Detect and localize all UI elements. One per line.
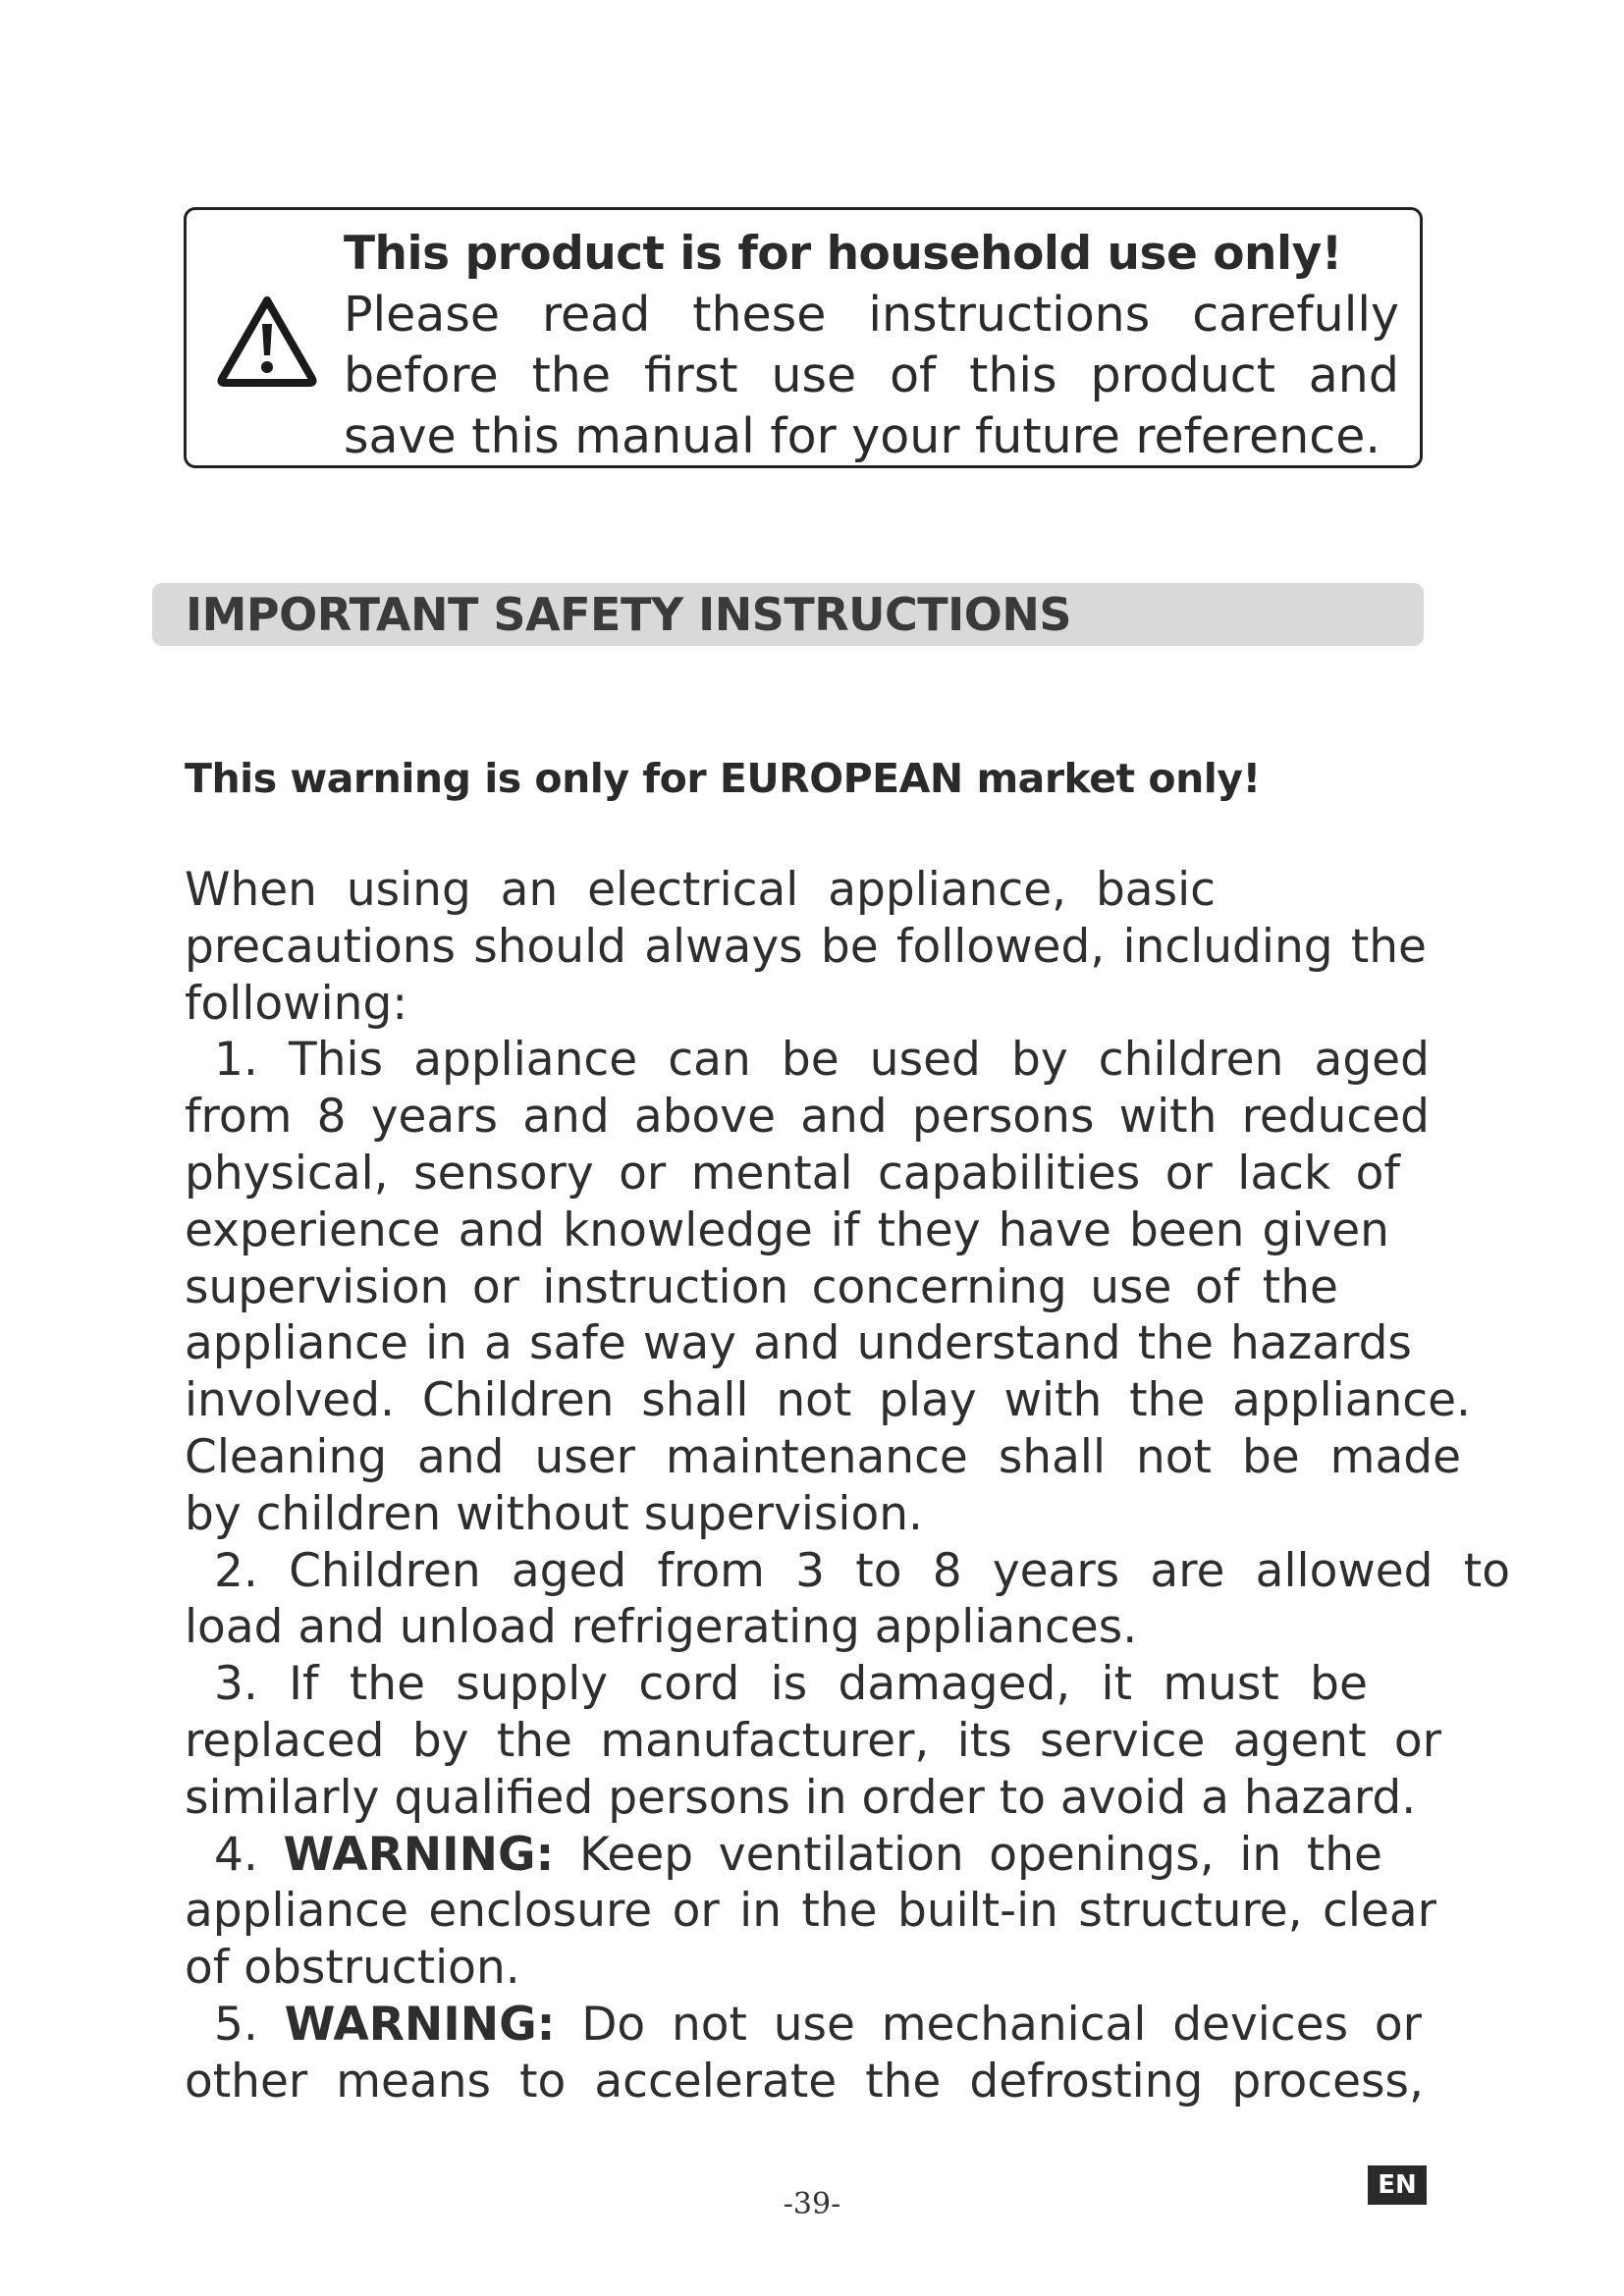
- word: have: [998, 1202, 1111, 1257]
- word: 8: [316, 1090, 347, 1145]
- word: concerning: [811, 1259, 1067, 1314]
- word: physical,: [185, 1146, 389, 1201]
- word: structure,: [1078, 1884, 1303, 1939]
- item-5-line: [185, 2054, 1424, 2110]
- word: shall: [998, 1429, 1107, 1484]
- word: to: [519, 2054, 567, 2109]
- word: mechanical: [881, 1997, 1147, 2052]
- word: the: [865, 2054, 942, 2109]
- item-1-line: [185, 1372, 1471, 1429]
- word: years: [992, 1543, 1120, 1598]
- word: capabilities: [878, 1146, 1141, 1201]
- word: to: [855, 1543, 902, 1598]
- warning-label: WARNING:: [283, 1827, 555, 1882]
- word: a: [484, 1316, 513, 1371]
- word: in: [739, 1884, 782, 1939]
- word: and: [800, 1090, 888, 1145]
- word: the: [1129, 1373, 1206, 1428]
- word: instructions: [868, 287, 1151, 343]
- word: of: [1194, 1259, 1240, 1314]
- word: be: [1310, 1657, 1368, 1712]
- word: defrosting: [969, 2054, 1204, 2109]
- section-heading: IMPORTANT SAFETY INSTRUCTIONS: [186, 588, 1072, 641]
- notice-line: [344, 285, 1399, 346]
- word: 5.: [214, 1997, 258, 2052]
- word: and: [522, 1090, 610, 1145]
- word: involved.: [185, 1373, 395, 1428]
- word: understand: [856, 1316, 1121, 1371]
- word: above: [633, 1090, 777, 1145]
- warning-triangle-icon: [216, 294, 318, 389]
- household-notice-box: [184, 207, 1423, 468]
- word: using: [346, 863, 471, 917]
- word: used: [869, 1033, 981, 1088]
- word: this: [969, 347, 1057, 403]
- item-5-line: [185, 1997, 1422, 2054]
- word: the: [496, 1713, 572, 1768]
- word: sensory: [413, 1146, 594, 1201]
- word: its: [956, 1713, 1012, 1768]
- word: service: [1040, 1713, 1206, 1768]
- item-1-line: [185, 1089, 1430, 1146]
- word: use: [771, 347, 857, 403]
- word: an: [500, 863, 559, 917]
- notice-line: save this manual for your future reference.: [344, 408, 1380, 464]
- word: before: [344, 347, 499, 403]
- word: appliance: [185, 1884, 408, 1939]
- word: cord: [638, 1657, 740, 1712]
- word: aged: [1314, 1033, 1430, 1088]
- word: can: [668, 1033, 751, 1088]
- word: Children: [421, 1373, 615, 1428]
- word: not: [1135, 1429, 1212, 1484]
- word: 2.: [214, 1543, 258, 1598]
- word: appliance: [413, 1033, 638, 1088]
- item-3-line: [185, 1656, 1368, 1713]
- word: the: [1350, 919, 1427, 974]
- language-badge: EN: [1368, 2165, 1427, 2205]
- word: always: [644, 919, 803, 974]
- market-warning: This warning is only for EUROPEAN market only!: [185, 755, 1261, 802]
- word: 4.: [214, 1827, 258, 1882]
- word: of: [890, 347, 937, 403]
- word: clear: [1323, 1884, 1436, 1939]
- word: with: [1003, 1373, 1103, 1428]
- word: if: [830, 1202, 860, 1257]
- word: appliance: [185, 1316, 408, 1371]
- word: manufacturer,: [600, 1713, 930, 1768]
- word: maintenance: [665, 1429, 968, 1484]
- word: be: [781, 1033, 839, 1088]
- item-3-line: [185, 1713, 1441, 1770]
- word: means: [336, 2054, 492, 2109]
- word: precautions: [185, 919, 456, 974]
- word: not: [776, 1373, 852, 1428]
- word: replaced: [185, 1713, 385, 1768]
- word: be: [820, 919, 879, 974]
- word: or: [672, 1884, 720, 1939]
- word: appliance,: [828, 863, 1067, 917]
- word: and: [458, 1202, 545, 1257]
- item-1-line: [185, 1032, 1430, 1089]
- word: Do: [581, 1997, 646, 2052]
- safety-instructions-body: [185, 862, 1510, 2110]
- word: by: [411, 1713, 469, 1768]
- warning-label: WARNING:: [284, 1997, 556, 2052]
- word: not: [671, 1997, 747, 2052]
- word: or: [1164, 1146, 1213, 1201]
- word: built-in: [896, 1884, 1058, 1939]
- word: product: [1090, 347, 1275, 403]
- word: including: [1122, 919, 1333, 974]
- word: be: [1241, 1429, 1300, 1484]
- word: children: [1098, 1033, 1284, 1088]
- word: play: [879, 1373, 977, 1428]
- word: Keep: [578, 1827, 694, 1882]
- word: followed,: [895, 919, 1106, 974]
- word: lack: [1237, 1146, 1331, 1201]
- item-1-line: [185, 1146, 1400, 1202]
- word: the: [1306, 1827, 1382, 1882]
- word: or: [471, 1259, 519, 1314]
- word: the: [1137, 1316, 1214, 1371]
- word: given: [1262, 1202, 1389, 1257]
- word: carefully: [1192, 287, 1399, 343]
- word: When: [185, 863, 317, 917]
- notice-title: This product is for household use only!: [344, 227, 1342, 281]
- word: the: [1262, 1259, 1338, 1314]
- word: read: [541, 287, 651, 343]
- word: 8: [932, 1543, 962, 1598]
- word: safe: [528, 1316, 626, 1371]
- item-2-line: [185, 1543, 1510, 1600]
- item-1-line: by children without supervision.: [185, 1486, 923, 1541]
- word: openings,: [989, 1827, 1215, 1882]
- word: allowed: [1255, 1543, 1434, 1598]
- word: should: [473, 919, 626, 974]
- word: from: [657, 1543, 765, 1598]
- word: supervision: [185, 1259, 450, 1314]
- word: they: [877, 1202, 981, 1257]
- word: must: [1163, 1657, 1279, 1712]
- item-3-line: similarly qualified persons in order to avoid a hazard.: [185, 1770, 1417, 1825]
- word: the: [349, 1657, 425, 1712]
- word: persons: [911, 1090, 1095, 1145]
- word: these: [692, 287, 827, 343]
- item-1-line: [185, 1202, 1389, 1259]
- word: with: [1118, 1090, 1218, 1145]
- word: supply: [456, 1657, 609, 1712]
- word: Children: [289, 1543, 481, 1598]
- word: appliance.: [1232, 1373, 1471, 1428]
- word: by: [1010, 1033, 1068, 1088]
- word: in: [425, 1316, 467, 1371]
- word: user: [534, 1429, 635, 1484]
- word: Cleaning: [185, 1429, 388, 1484]
- intro-line: [185, 862, 1216, 919]
- word: damaged,: [838, 1657, 1071, 1712]
- word: 1.: [214, 1033, 258, 1088]
- word: of: [1355, 1146, 1400, 1201]
- word: accelerate: [594, 2054, 838, 2109]
- notice-text: [344, 224, 1399, 467]
- word: mental: [690, 1146, 853, 1201]
- word: 3: [795, 1543, 826, 1598]
- word: the: [531, 347, 611, 403]
- word: or: [1374, 1997, 1422, 2052]
- word: made: [1329, 1429, 1461, 1484]
- word: agent: [1232, 1713, 1367, 1768]
- item-1-line: [185, 1259, 1338, 1316]
- word: or: [1393, 1713, 1441, 1768]
- page-number: -39-: [783, 2187, 841, 2221]
- word: enclosure: [428, 1884, 653, 1939]
- word: is: [770, 1657, 808, 1712]
- word: been: [1128, 1202, 1245, 1257]
- item-4-line: of obstruction.: [185, 1941, 520, 1996]
- intro-line: [185, 919, 1427, 976]
- word: to: [1463, 1543, 1510, 1598]
- item-4-line: [185, 1883, 1436, 1940]
- word: or: [619, 1146, 667, 1201]
- word: use: [1090, 1259, 1172, 1314]
- word: electrical: [587, 863, 799, 917]
- word: use: [773, 1997, 855, 2052]
- section-heading-bar: [152, 583, 1424, 646]
- word: it: [1101, 1657, 1133, 1712]
- word: process,: [1231, 2054, 1424, 2109]
- word: basic: [1095, 863, 1216, 917]
- word: hazards: [1230, 1316, 1412, 1371]
- word: other: [185, 2054, 308, 2109]
- word: in: [1239, 1827, 1282, 1882]
- word: devices: [1172, 1997, 1349, 2052]
- item-1-line: [185, 1429, 1461, 1486]
- word: knowledge: [563, 1202, 813, 1257]
- notice-line: [344, 346, 1399, 406]
- word: first: [643, 347, 738, 403]
- word: from: [185, 1090, 293, 1145]
- item-4-line: [185, 1827, 1382, 1884]
- word: Please: [344, 287, 501, 343]
- word: This: [289, 1033, 384, 1088]
- word: 3.: [214, 1657, 258, 1712]
- item-1-line: [185, 1315, 1412, 1372]
- word: are: [1150, 1543, 1225, 1598]
- word: aged: [511, 1543, 627, 1598]
- word: If: [289, 1657, 319, 1712]
- word: way: [642, 1316, 736, 1371]
- word: and: [753, 1316, 840, 1371]
- word: and: [1308, 347, 1399, 403]
- word: the: [801, 1884, 878, 1939]
- word: reduced: [1241, 1090, 1430, 1145]
- word: ventilation: [718, 1827, 964, 1882]
- word: instruction: [542, 1259, 789, 1314]
- intro-line: following:: [185, 976, 408, 1031]
- word: experience: [185, 1202, 441, 1257]
- word: shall: [641, 1373, 749, 1428]
- item-2-line: load and unload refrigerating appliances.: [185, 1600, 1138, 1655]
- word: years: [370, 1090, 499, 1145]
- word: and: [417, 1429, 505, 1484]
